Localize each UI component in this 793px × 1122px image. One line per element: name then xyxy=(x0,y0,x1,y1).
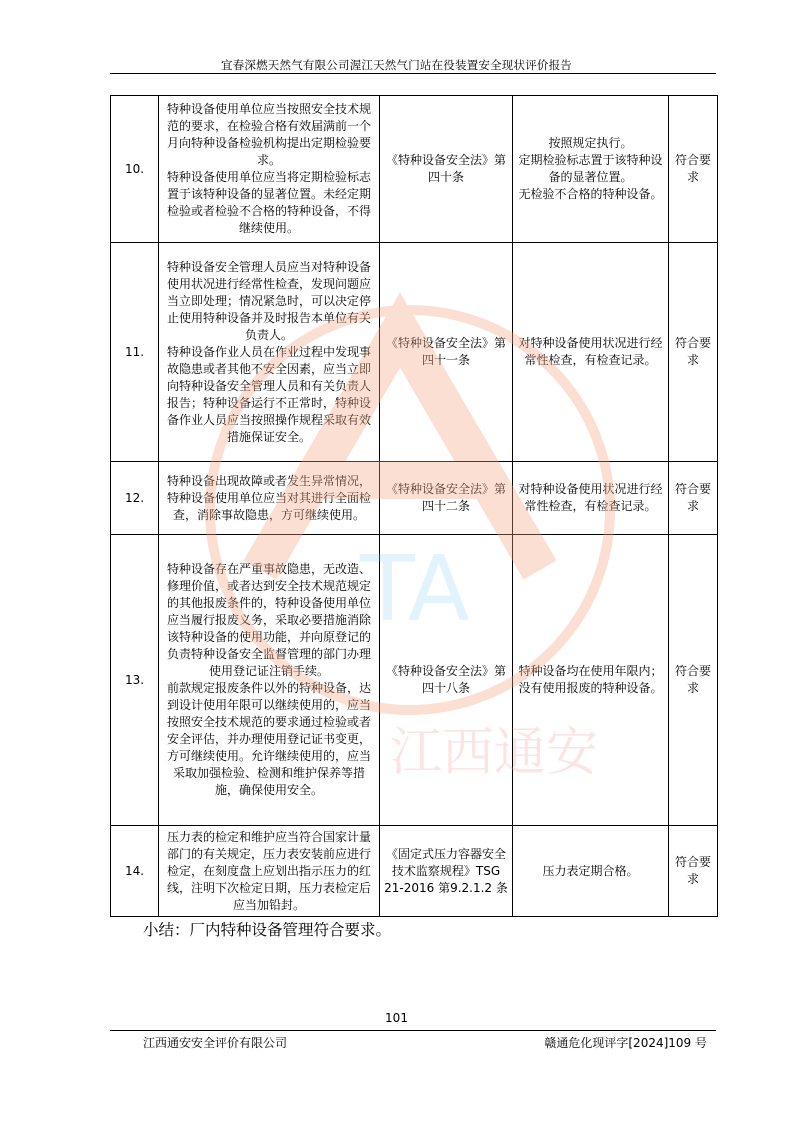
table-row xyxy=(111,535,718,826)
table-row xyxy=(111,96,718,243)
basis-cell: 《特种设备安全法》第四十条 xyxy=(380,96,513,243)
requirement-paragraph: 压力表的检定和维护应当符合国家计量部门的有关规定，压力表安装前应进行检定，在刻度盘上应划出指示压力的红线，注明下次检定日期，压力表检定后应当加铅封。 xyxy=(166,829,371,912)
requirement-cell xyxy=(159,826,380,917)
basis-cell: 《特种设备安全法》第四十一条 xyxy=(380,243,513,462)
row-number: 11. xyxy=(111,243,159,462)
conclusion-cell: 符合要求 xyxy=(669,535,718,826)
basis-cell: 《特种设备安全法》第四十二条 xyxy=(380,462,513,535)
section-summary: 小结：厂内特种设备管理符合要求。 xyxy=(143,921,392,939)
result-cell: 特种设备均在使用年限内；没有使用报废的特种设备。 xyxy=(513,535,669,826)
basis-cell: 《特种设备安全法》第四十八条 xyxy=(380,535,513,826)
requirement-cell xyxy=(159,243,380,462)
table-row xyxy=(111,826,718,917)
requirement-paragraph: 特种设备安全管理人员应当对特种设备使用状况进行经常性检查，发现问题应当立即处理；情况紧急时，可以决定停止使用特种设备并及时报告本单位有关负责人。 xyxy=(166,259,371,342)
table-row xyxy=(111,243,718,462)
page-header-title: 宜春深燃天然气有限公司渥江天然气门站在役装置安全现状评价报告 xyxy=(221,58,572,72)
row-number: 10. xyxy=(111,96,159,243)
requirement-paragraph: 特种设备存在严重事故隐患，无改造、修理价值，或者达到安全技术规范规定的其他报废条件的，特种设备使用单位应当履行报废义务，采取必要措施消除该特种设备的使用功能，并向原登记的负责特种设备安全监督管理的部门办理使用登记证注销手续。 xyxy=(166,562,371,678)
result-cell: 压力表定期合格。 xyxy=(513,826,669,917)
footer-divider xyxy=(110,1030,716,1031)
requirement-cell xyxy=(159,535,380,826)
watermark-center-text: 江西通安 xyxy=(390,723,599,783)
result-cell: 对特种设备使用状况进行经常性检查，有检查记录。 xyxy=(513,243,669,462)
row-number: 12. xyxy=(111,462,159,535)
row-number: 14. xyxy=(111,826,159,917)
result-cell: 按照规定执行。 定期检验标志置于该特种设备的显著位置。 无检验不合格的特种设备。 xyxy=(513,96,669,243)
requirement-paragraph: 特种设备使用单位应当将定期检验标志置于该特种设备的显著位置。未经定期检验或者检验不合格的特种设备，不得继续使用。 xyxy=(166,170,371,235)
requirement-paragraph: 特种设备出现故障或者发生异常情况，特种设备使用单位应当对其进行全面检查，消除事故隐患，方可继续使用。 xyxy=(166,473,371,522)
footer-company: 江西通安安全评价有限公司 xyxy=(143,1036,288,1050)
watermark-logo-letters: TA xyxy=(360,537,470,642)
requirement-cell xyxy=(159,96,380,243)
inspection-table xyxy=(110,95,718,917)
conclusion-cell: 符合要求 xyxy=(669,826,718,917)
result-cell: 对特种设备使用状况进行经常性检查，有检查记录。 xyxy=(513,462,669,535)
page-number: 101 xyxy=(385,1011,408,1025)
conclusion-cell: 符合要求 xyxy=(669,96,718,243)
row-number: 13. xyxy=(111,535,159,826)
footer-doc-number: 赣通危化现评字[2024]109 号 xyxy=(544,1036,707,1050)
basis-cell: 《固定式压力容器安全技术监察规程》TSG 21-2016 第9.2.1.2 条 xyxy=(380,826,513,917)
requirement-paragraph: 前款规定报废条件以外的特种设备，达到设计使用年限可以继续使用的，应当按照安全技术规范的要求通过检验或者安全评估，并办理使用登记证书变更，方可继续使用。允许继续使用的，应当采取加强检验、检测和维护保养等措施，确保使用安全。 xyxy=(166,681,371,797)
conclusion-cell: 符合要求 xyxy=(669,243,718,462)
header-divider xyxy=(110,73,716,74)
table-row xyxy=(111,462,718,535)
requirement-paragraph: 特种设备使用单位应当按照安全技术规范的要求，在检验合格有效届满前一个月向特种设备检验机构提出定期检验要求。 xyxy=(166,102,371,167)
requirement-paragraph: 特种设备作业人员在作业过程中发现事故隐患或者其他不安全因素，应当立即向特种设备安全管理人员和有关负责人报告；特种设备运行不正常时，特种设备作业人员应当按照操作规程采取有效措施保证安全。 xyxy=(166,344,371,444)
requirement-cell xyxy=(159,462,380,535)
conclusion-cell: 符合要求 xyxy=(669,462,718,535)
